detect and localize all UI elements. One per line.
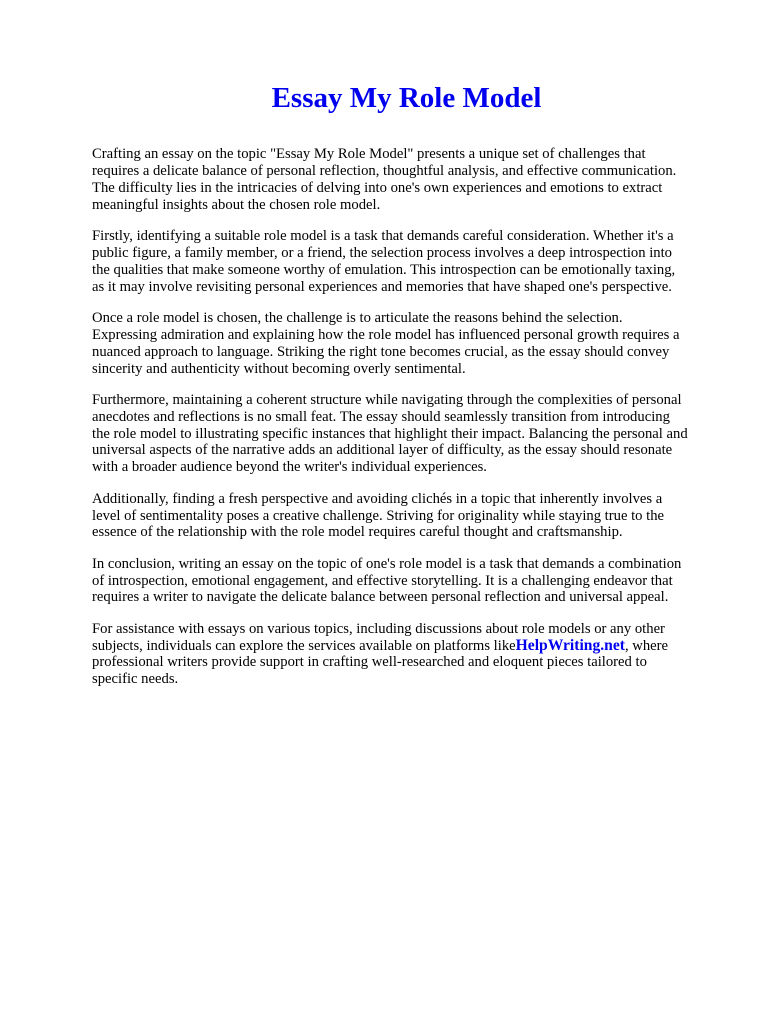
paragraph-line: Crafting an essay on the topic "Essay My Role Model" presents a unique set of challenges that bbox=[92, 146, 646, 162]
paragraph-line: sincerity and authenticity without becoming overly sentimental. bbox=[92, 360, 466, 377]
paragraph-text: , where bbox=[624, 637, 669, 654]
paragraph-line: specific needs. bbox=[92, 671, 179, 688]
paragraph-line: requires a delicate balance of personal reflection, thoughtful analysis, and effective communication. bbox=[92, 162, 677, 179]
paragraph-line: Additionally, finding a fresh perspective and avoiding clichés in a topic that inherently involves a bbox=[92, 490, 663, 507]
paragraph-line: the role model to illustrating specific instances that highlight their impact. Balancing the personal and bbox=[92, 425, 688, 442]
paragraph-line: In conclusion, writing an essay on the topic of one's role model is a task that demands a combination bbox=[92, 555, 682, 572]
paragraph-3 bbox=[92, 310, 732, 378]
paragraph-line: For assistance with essays on various topics, including discussions about role models or any other bbox=[92, 620, 665, 637]
helpwriting-link[interactable]: HelpWriting.net bbox=[515, 636, 625, 654]
paragraph-line: Firstly, identifying a suitable role model is a task that demands careful consideration. Whether it's a bbox=[92, 227, 674, 244]
paragraph-line: universal aspects of the narrative adds an additional layer of difficulty, as the essay should resonate bbox=[92, 442, 673, 459]
paragraph-line: nuanced approach to language. Striking the right tone becomes crucial, as the essay should convey bbox=[92, 343, 670, 360]
paragraph-line: with a broader audience beyond the writer's individual experiences. bbox=[92, 459, 487, 476]
paragraph-line: professional writers provide support in crafting well-researched and eloquent pieces tailored to bbox=[92, 654, 647, 671]
paragraph-2 bbox=[92, 228, 732, 296]
page-title: Essay My Role Model bbox=[271, 82, 542, 114]
paragraph-line: requires a writer to navigate the delicate balance between personal reflection and universal appeal. bbox=[92, 589, 669, 606]
paragraph-line: Once a role model is chosen, the challenge is to articulate the reasons behind the selection. bbox=[92, 309, 623, 326]
paragraph-line: The difficulty lies in the intricacies of delving into one's own experiences and emotions to extract bbox=[92, 179, 663, 196]
paragraph-line: as it may involve revisiting personal experiences and memories that have shaped one's perspective. bbox=[92, 278, 672, 295]
paragraph-4 bbox=[92, 392, 732, 477]
paragraph-line: meaningful insights about the chosen role model. bbox=[92, 196, 381, 213]
paragraph-line: public figure, a family member, or a friend, the selection process involves a deep introspection into bbox=[92, 244, 672, 261]
paragraph-line bbox=[92, 638, 732, 655]
essay-body bbox=[92, 146, 732, 703]
paragraph-7 bbox=[92, 621, 732, 689]
paragraph-6 bbox=[92, 556, 732, 607]
paragraph-1 bbox=[92, 146, 732, 214]
paragraph-line: anecdotes and reflections is no small feat. The essay should seamlessly transition from introducing bbox=[92, 408, 670, 425]
paragraph-5 bbox=[92, 491, 732, 542]
paragraph-line: of introspection, emotional engagement, and effective storytelling. It is a challenging endeavor that bbox=[92, 572, 673, 589]
paragraph-line: Furthermore, maintaining a coherent structure while navigating through the complexities of personal bbox=[92, 391, 682, 408]
paragraph-line: essence of the relationship with the role model requires careful thought and craftsmanship. bbox=[92, 524, 623, 541]
paragraph-text: subjects, individuals can explore the services available on platforms like bbox=[92, 637, 516, 654]
paragraph-line: Expressing admiration and explaining how the role model has influenced personal growth requires a bbox=[92, 326, 680, 343]
paragraph-line: the qualities that make someone worthy of emulation. This introspection can be emotionally taxing, bbox=[92, 261, 676, 278]
paragraph-line: level of sentimentality poses a creative challenge. Striving for originality while staying true to the bbox=[92, 507, 665, 524]
